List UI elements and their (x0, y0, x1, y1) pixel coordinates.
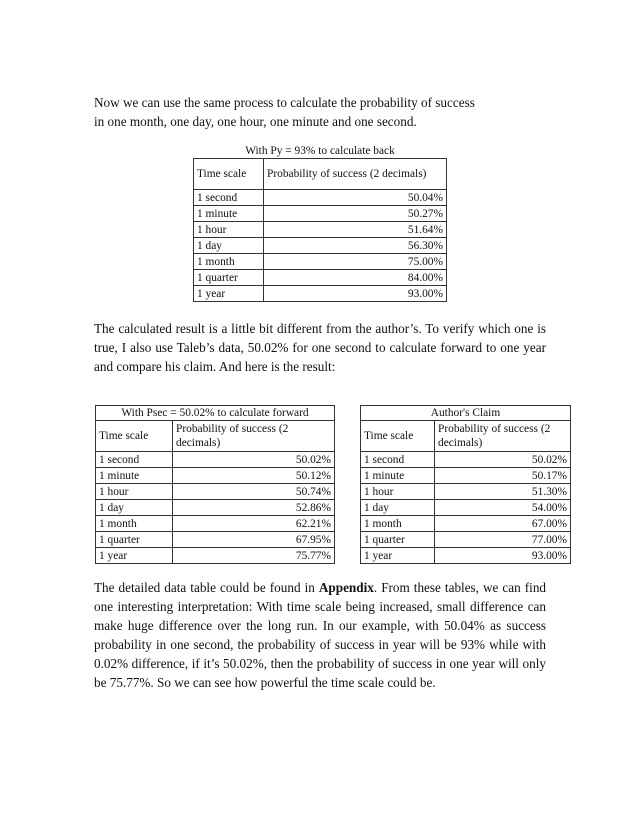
appendix-reference: Appendix (318, 580, 374, 595)
table-row (96, 468, 335, 484)
cell-time-scale: 1 day (194, 238, 264, 254)
table-caption: With Psec = 50.02% to calculate forward (96, 406, 335, 421)
cell-probability: 77.00% (435, 532, 571, 548)
intro-paragraph (94, 93, 546, 131)
cell-time-scale: 1 year (194, 286, 264, 302)
table-row (361, 484, 571, 500)
cell-probability: 50.12% (173, 468, 335, 484)
cell-probability: 62.21% (173, 516, 335, 532)
table-row (194, 190, 447, 206)
table-row (194, 286, 447, 302)
intro-line-2: in one month, one day, one hour, one minute and one second. (94, 114, 417, 129)
cell-probability: 67.00% (435, 516, 571, 532)
table-row (361, 548, 571, 564)
table-caption: Author's Claim (361, 406, 571, 421)
table-row (361, 468, 571, 484)
cell-time-scale: 1 year (361, 548, 435, 564)
table-calculate-back (193, 144, 447, 302)
cell-time-scale: 1 month (361, 516, 435, 532)
table-row (361, 532, 571, 548)
cell-probability: 93.00% (435, 548, 571, 564)
table-caption: With Py = 93% to calculate back (245, 145, 395, 157)
table-row (194, 254, 447, 270)
cell-time-scale: 1 minute (194, 206, 264, 222)
cell-time-scale: 1 day (96, 500, 173, 516)
cell-probability: 51.64% (264, 222, 447, 238)
table-row (361, 452, 571, 468)
cell-time-scale: 1 second (361, 452, 435, 468)
table-calculate-forward (95, 405, 335, 564)
conclusion-text-start: The detailed data table could be found in (94, 580, 319, 595)
cell-time-scale: 1 hour (96, 484, 173, 500)
cell-probability: 51.30% (435, 484, 571, 500)
cell-time-scale: 1 quarter (96, 532, 173, 548)
verification-paragraph: The calculated result is a little bit different from the author’s. To verify which one is true, I also use Taleb’s data, 50.02% for one second to calculate forward to one year and compare his claim. And here is the result: (94, 321, 546, 374)
cell-probability: 93.00% (264, 286, 447, 302)
header-probability: Probability of success (2 decimals) (435, 421, 571, 452)
header-time-scale: Time scale (194, 159, 264, 190)
cell-time-scale: 1 minute (361, 468, 435, 484)
header-probability: Probability of success (2 decimals) (173, 421, 335, 452)
conclusion-text-end: . From these tables, we can find one interesting interpretation: With time scale being increased, small difference can make huge difference over the long run. In our example, with 50.04% as success probability in one second, the probability of success in year will be 93% while with 0.02% difference, if it’s 50.02%, then the probability of success in one year will only be 75.77%. So we can see how powerful the time scale could be. (94, 580, 547, 690)
cell-time-scale: 1 quarter (361, 532, 435, 548)
table-row (361, 516, 571, 532)
cell-probability: 56.30% (264, 238, 447, 254)
intro-line-1: Now we can use the same process to calculate the probability of success (94, 95, 475, 110)
cell-probability: 50.02% (173, 452, 335, 468)
table-row (194, 206, 447, 222)
table-row (96, 500, 335, 516)
cell-time-scale: 1 year (96, 548, 173, 564)
cell-probability: 50.17% (435, 468, 571, 484)
table-row (96, 452, 335, 468)
cell-time-scale: 1 hour (361, 484, 435, 500)
cell-probability: 54.00% (435, 500, 571, 516)
cell-time-scale: 1 day (361, 500, 435, 516)
cell-time-scale: 1 month (194, 254, 264, 270)
table-row (96, 484, 335, 500)
cell-time-scale: 1 minute (96, 468, 173, 484)
cell-time-scale: 1 second (96, 452, 173, 468)
cell-time-scale: 1 hour (194, 222, 264, 238)
table-row (194, 222, 447, 238)
header-time-scale: Time scale (96, 421, 173, 452)
table-row (194, 238, 447, 254)
cell-time-scale: 1 month (96, 516, 173, 532)
conclusion-paragraph (94, 578, 546, 692)
table-row (361, 500, 571, 516)
cell-probability: 75.00% (264, 254, 447, 270)
cell-time-scale: 1 second (194, 190, 264, 206)
cell-probability: 84.00% (264, 270, 447, 286)
cell-probability: 50.02% (435, 452, 571, 468)
table-row (96, 516, 335, 532)
cell-probability: 67.95% (173, 532, 335, 548)
cell-time-scale: 1 quarter (194, 270, 264, 286)
cell-probability: 52.86% (173, 500, 335, 516)
table-authors-claim (360, 405, 571, 564)
table-row (194, 270, 447, 286)
cell-probability: 50.74% (173, 484, 335, 500)
header-probability: Probability of success (2 decimals) (264, 159, 447, 190)
header-time-scale: Time scale (361, 421, 435, 452)
cell-probability: 50.27% (264, 206, 447, 222)
cell-probability: 50.04% (264, 190, 447, 206)
cell-probability: 75.77% (173, 548, 335, 564)
table-row (96, 548, 335, 564)
table-row (96, 532, 335, 548)
